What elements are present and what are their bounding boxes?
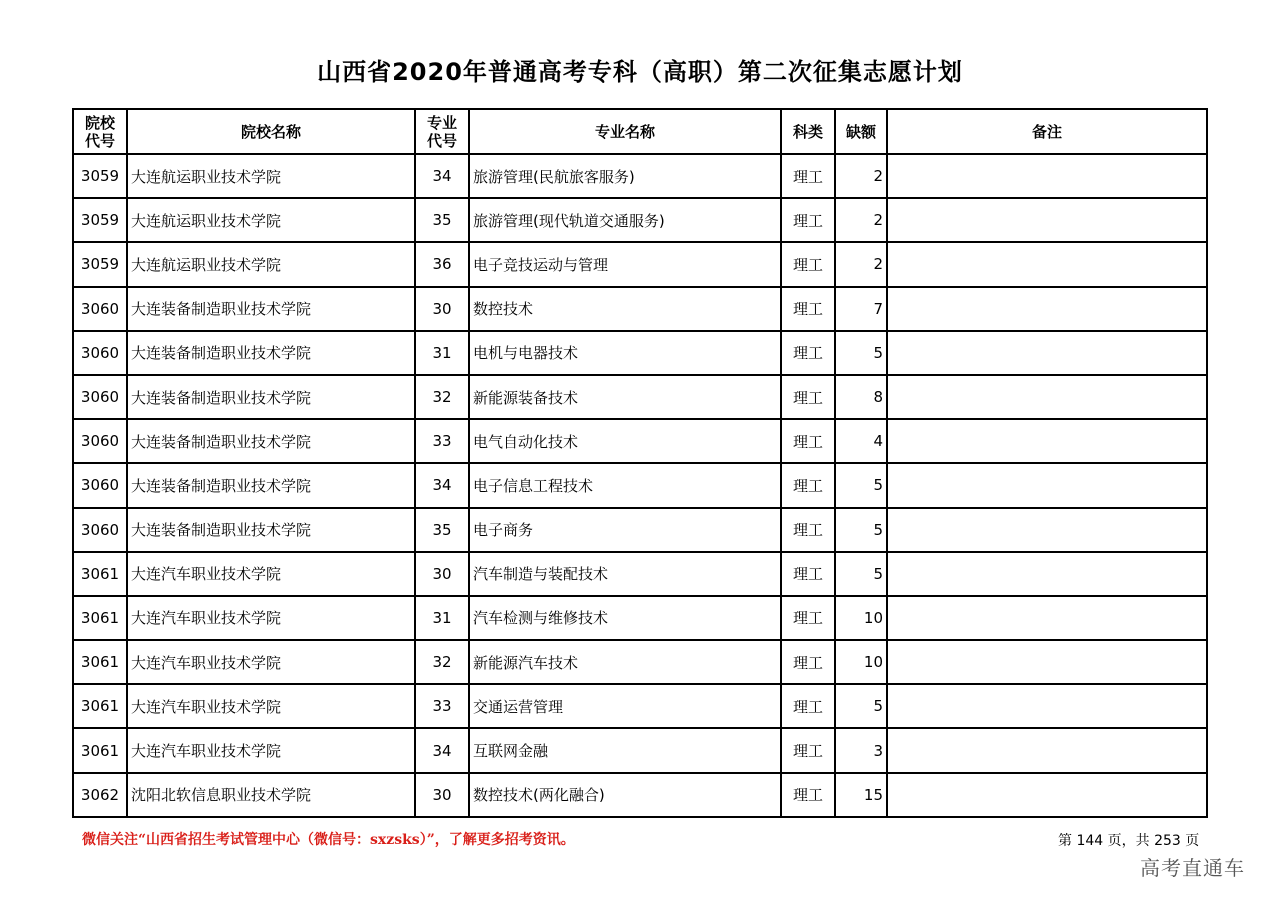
cell-major-name: 新能源汽车技术	[469, 640, 781, 684]
cell-major-name: 电机与电器技术	[469, 331, 781, 375]
cell-school-code: 3060	[73, 463, 127, 507]
cell-major-name: 汽车检测与维修技术	[469, 596, 781, 640]
cell-category: 理工	[781, 728, 835, 772]
cell-school-name: 大连装备制造职业技术学院	[127, 287, 415, 331]
cell-school-name: 大连装备制造职业技术学院	[127, 331, 415, 375]
cell-remarks	[887, 773, 1207, 817]
cell-school-code: 3060	[73, 508, 127, 552]
cell-vacancy: 3	[835, 728, 887, 772]
cell-vacancy: 10	[835, 640, 887, 684]
cell-remarks	[887, 596, 1207, 640]
cell-school-name: 沈阳北软信息职业技术学院	[127, 773, 415, 817]
table-row	[73, 773, 1207, 817]
cell-major-code: 34	[415, 154, 469, 198]
table-row	[73, 508, 1207, 552]
cell-major-code: 32	[415, 640, 469, 684]
cell-major-name: 电子商务	[469, 508, 781, 552]
page-title: 山西省2020年普通高考专科（高职）第二次征集志愿计划	[317, 58, 963, 86]
cell-remarks	[887, 728, 1207, 772]
page-number: 第 144 页，共 253 页	[1058, 833, 1200, 849]
cell-major-name: 电气自动化技术	[469, 419, 781, 463]
table-row	[73, 198, 1207, 242]
cell-remarks	[887, 640, 1207, 684]
cell-vacancy: 15	[835, 773, 887, 817]
cell-vacancy: 10	[835, 596, 887, 640]
cell-major-name: 旅游管理(现代轨道交通服务)	[469, 198, 781, 242]
cell-school-code: 3061	[73, 728, 127, 772]
cell-school-name: 大连汽车职业技术学院	[127, 640, 415, 684]
cell-school-code: 3062	[73, 773, 127, 817]
table-row	[73, 419, 1207, 463]
cell-vacancy: 5	[835, 684, 887, 728]
table-row	[73, 242, 1207, 286]
cell-remarks	[887, 684, 1207, 728]
cell-school-code: 3060	[73, 375, 127, 419]
table-row	[73, 684, 1207, 728]
cell-school-code: 3061	[73, 684, 127, 728]
header-major-code-line2: 代号	[426, 131, 457, 150]
table-row	[73, 154, 1207, 198]
cell-major-code: 36	[415, 242, 469, 286]
cell-school-name: 大连装备制造职业技术学院	[127, 375, 415, 419]
cell-school-code: 3061	[73, 596, 127, 640]
cell-major-name: 交通运营管理	[469, 684, 781, 728]
cell-vacancy: 2	[835, 242, 887, 286]
cell-vacancy: 7	[835, 287, 887, 331]
cell-remarks	[887, 375, 1207, 419]
cell-major-code: 30	[415, 552, 469, 596]
watermark: 高考直通车	[1140, 856, 1245, 880]
cell-major-name: 新能源装备技术	[469, 375, 781, 419]
cell-category: 理工	[781, 419, 835, 463]
header-school-name: 院校名称	[127, 109, 415, 154]
cell-remarks	[887, 552, 1207, 596]
table-row	[73, 596, 1207, 640]
cell-school-name: 大连航运职业技术学院	[127, 198, 415, 242]
cell-remarks	[887, 331, 1207, 375]
table-row	[73, 375, 1207, 419]
header-major-name: 专业名称	[469, 109, 781, 154]
cell-category: 理工	[781, 198, 835, 242]
cell-remarks	[887, 287, 1207, 331]
cell-school-name: 大连航运职业技术学院	[127, 242, 415, 286]
cell-major-code: 34	[415, 728, 469, 772]
cell-vacancy: 2	[835, 154, 887, 198]
cell-category: 理工	[781, 596, 835, 640]
cell-major-name: 电子竞技运动与管理	[469, 242, 781, 286]
header-school-code	[73, 109, 127, 154]
cell-category: 理工	[781, 242, 835, 286]
cell-school-code: 3059	[73, 154, 127, 198]
cell-remarks	[887, 463, 1207, 507]
header-major-code	[415, 109, 469, 154]
header-school-code-line2: 代号	[84, 131, 115, 150]
header-remarks: 备注	[887, 109, 1207, 154]
cell-school-name: 大连装备制造职业技术学院	[127, 463, 415, 507]
cell-school-code: 3059	[73, 198, 127, 242]
cell-school-code: 3060	[73, 331, 127, 375]
header-major-code-line1: 专业	[426, 113, 457, 132]
cell-category: 理工	[781, 640, 835, 684]
cell-major-name: 互联网金融	[469, 728, 781, 772]
cell-major-name: 汽车制造与装配技术	[469, 552, 781, 596]
table-row	[73, 287, 1207, 331]
cell-remarks	[887, 154, 1207, 198]
cell-major-code: 30	[415, 773, 469, 817]
cell-vacancy: 2	[835, 198, 887, 242]
cell-category: 理工	[781, 463, 835, 507]
table-row	[73, 331, 1207, 375]
cell-school-name: 大连汽车职业技术学院	[127, 596, 415, 640]
cell-major-code: 33	[415, 684, 469, 728]
cell-school-name: 大连装备制造职业技术学院	[127, 419, 415, 463]
cell-remarks	[887, 508, 1207, 552]
cell-school-code: 3061	[73, 640, 127, 684]
cell-remarks	[887, 198, 1207, 242]
cell-category: 理工	[781, 331, 835, 375]
header-category: 科类	[781, 109, 835, 154]
cell-major-code: 34	[415, 463, 469, 507]
header-vacancy: 缺额	[835, 109, 887, 154]
cell-vacancy: 5	[835, 508, 887, 552]
cell-category: 理工	[781, 684, 835, 728]
cell-vacancy: 5	[835, 331, 887, 375]
header-row	[73, 109, 1207, 154]
table-row	[73, 552, 1207, 596]
cell-category: 理工	[781, 375, 835, 419]
cell-vacancy: 8	[835, 375, 887, 419]
table-row	[73, 640, 1207, 684]
table-row	[73, 728, 1207, 772]
cell-major-name: 电子信息工程技术	[469, 463, 781, 507]
cell-major-name: 旅游管理(民航旅客服务)	[469, 154, 781, 198]
cell-major-code: 33	[415, 419, 469, 463]
cell-remarks	[887, 242, 1207, 286]
cell-vacancy: 4	[835, 419, 887, 463]
cell-major-code: 32	[415, 375, 469, 419]
cell-school-name: 大连汽车职业技术学院	[127, 684, 415, 728]
cell-remarks	[887, 419, 1207, 463]
cell-vacancy: 5	[835, 463, 887, 507]
cell-major-code: 35	[415, 508, 469, 552]
table-row	[73, 463, 1207, 507]
cell-category: 理工	[781, 773, 835, 817]
cell-school-name: 大连汽车职业技术学院	[127, 728, 415, 772]
cell-vacancy: 5	[835, 552, 887, 596]
cell-category: 理工	[781, 287, 835, 331]
cell-category: 理工	[781, 154, 835, 198]
cell-school-name: 大连装备制造职业技术学院	[127, 508, 415, 552]
cell-major-code: 35	[415, 198, 469, 242]
table-header	[73, 109, 1207, 154]
cell-school-name: 大连航运职业技术学院	[127, 154, 415, 198]
table-body	[73, 154, 1207, 817]
cell-school-code: 3061	[73, 552, 127, 596]
cell-major-name: 数控技术	[469, 287, 781, 331]
cell-major-name: 数控技术(两化融合)	[469, 773, 781, 817]
cell-category: 理工	[781, 552, 835, 596]
cell-major-code: 31	[415, 331, 469, 375]
cell-school-name: 大连汽车职业技术学院	[127, 552, 415, 596]
cell-school-code: 3060	[73, 419, 127, 463]
header-school-code-line1: 院校	[84, 113, 115, 132]
cell-school-code: 3059	[73, 242, 127, 286]
cell-category: 理工	[781, 508, 835, 552]
cell-major-code: 30	[415, 287, 469, 331]
cell-major-code: 31	[415, 596, 469, 640]
enrollment-plan-table	[72, 108, 1208, 818]
wechat-follow-note: 微信关注“山西省招生考试管理中心（微信号：sxzsks）”，了解更多招考资讯。	[82, 832, 575, 848]
cell-school-code: 3060	[73, 287, 127, 331]
